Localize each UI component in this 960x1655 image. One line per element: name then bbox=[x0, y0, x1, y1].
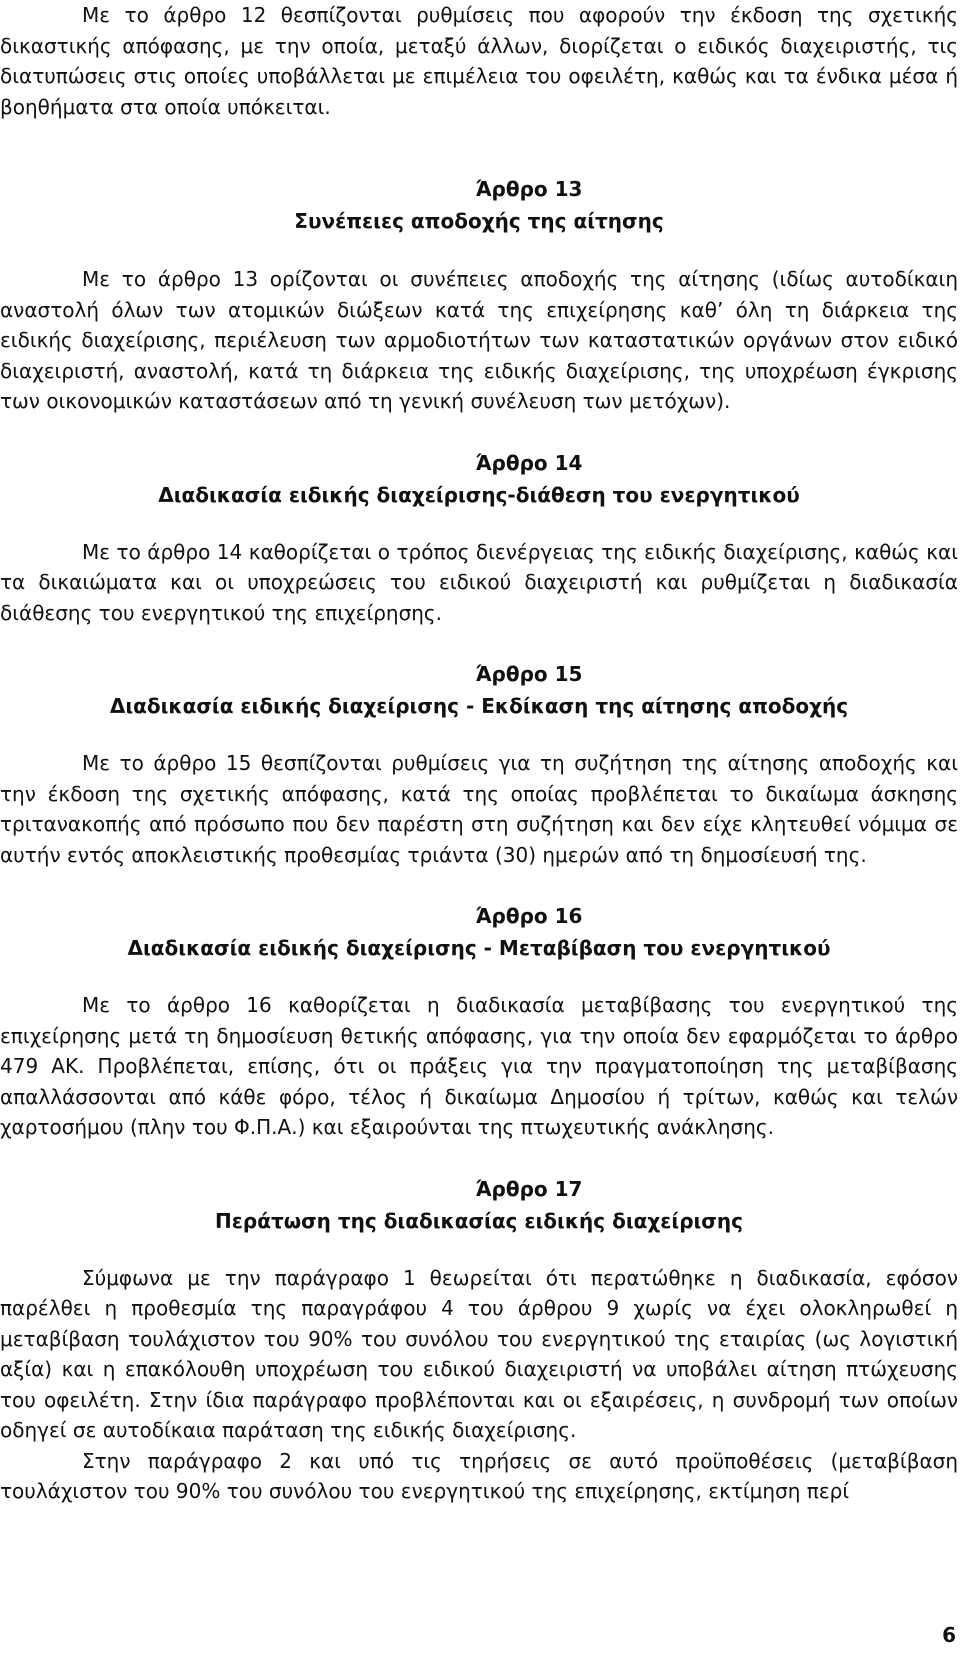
article-14-title: Διαδικασία ειδικής διαχείρισης-διάθεση του ενεργητικού bbox=[158, 482, 800, 507]
paragraph-article-13: Με το άρθρο 13 ορίζονται οι συνέπειες αποδοχής της αίτησης (ιδίως αυτοδίκαιη αναστολή όλων των ατομικών διώξεων κατά της επιχείρησης καθ’ όλη τη διάρκεια της ειδικής διαχείρισης, περιέλευση των αρμοδιοτήτων των καταστατικών οργάνων στον ειδικό διαχειριστή, αναστολή, κατά τη διάρκεια της ειδικής διαχείρισης, της υποχρέωση έγκρισης των οικονομικών καταστάσεων από τη γενική συνέλευση των μετόχων). bbox=[0, 267, 958, 413]
paragraph-article-15: Με το άρθρο 15 θεσπίζονται ρυθμίσεις για τη συζήτηση της αίτησης αποδοχής και την έκδοση της σχετικής απόφασης, κατά της οποίας προβλέπεται το δικαίωμα άσκησης τριτανακοπής από πρόσωπο που δεν παρέστη στη συζήτηση και δεν είχε κλητευθεί νόμιμα σε αυτήν εντός αποκλειστικής προθεσμίας τριάντα (30) ημερών από τη δημοσίευσή της. bbox=[0, 751, 958, 867]
paragraph-article-14: Με το άρθρο 14 καθορίζεται ο τρόπος διενέργειας της ειδικής διαχείρισης, καθώς και τα δικαιώματα και οι υποχρεώσεις του ειδικού διαχειριστή και ρυθμίζεται η διαδικασία διάθεσης του ενεργητικού της επιχείρησης. bbox=[0, 539, 958, 625]
article-13-number: Άρθρο 13 bbox=[475, 177, 583, 201]
article-16-heading bbox=[0, 900, 958, 964]
article-13-heading bbox=[0, 173, 958, 237]
article-15-heading bbox=[0, 658, 958, 722]
article-17-heading bbox=[0, 1173, 958, 1237]
article-16-title: Διαδικασία ειδικής διαχείρισης - Μεταβίβαση του ενεργητικού bbox=[127, 936, 831, 960]
article-15-number: Άρθρο 15 bbox=[475, 662, 583, 686]
paragraph-article-17-1: Σύμφωνα με την παράγραφο 1 θεωρείται ότι περατώθηκε η διαδικασία, εφόσον παρέλθει η προθεσμία της παραγράφου 4 του άρθρου 9 χωρίς να έχει ολοκληρωθεί η μεταβίβαση τουλάχιστον του 90% του συνόλου του ενεργητικού της εταιρίας (ως λογιστική αξία) και η επακόλουθη υποχρέωση του ειδικού διαχειριστή να υποβάλει αίτηση πτώχευσης του οφειλέτη. Στην ίδια παράγραφο προβλέπονται και οι εξαιρέσεις, η συνδρομή των οποίων οδηγεί σε αυτοδίκαια παράταση της ειδικής διαχείρισης. bbox=[0, 1265, 958, 1442]
article-17-number: Άρθρο 17 bbox=[475, 1176, 583, 1201]
paragraph-article-12: Με το άρθρο 12 θεσπίζονται ρυθμίσεις που αφορούν την έκδοση της σχετικής δικαστικής απόφασης, με την οποία, μεταξύ άλλων, διορίζεται ο ειδικός διαχειριστής, τις διατυπώσεις στις οποίες υποβάλλεται με επιμέλεια του οφειλέτη, καθώς και τα ένδικα μέσα ή βοηθήματα στα οποία υπόκειται. bbox=[0, 3, 958, 119]
article-16-number: Άρθρο 16 bbox=[475, 904, 583, 928]
paragraph-article-17-2: Στην παράγραφο 2 και υπό τις τηρήσεις σε αυτό προϋποθέσεις (μεταβίβαση τουλάχιστον του 90% του συνόλου του ενεργητικού της επιχείρησης, εκτίμηση περί bbox=[0, 1448, 958, 1503]
paragraph-article-16: Με το άρθρο 16 καθορίζεται η διαδικασία μεταβίβασης του ενεργητικού της επιχείρησης μετά τη δημοσίευση θετικής απόφασης, για την οποία δεν εφαρμόζεται το άρθρο 479 ΑΚ. Προβλέπεται, επίσης, ότι οι πράξεις για την πραγματοποίηση της μεταβίβασης απαλλάσσονται από κάθε φόρο, τέλος ή δικαίωμα Δημοσίου ή τρίτων, καθώς και τελών χαρτοσήμου (πλην του Φ.Π.Α.) και εξαιρούνται της πτωχευτικής ανάκλησης. bbox=[0, 993, 958, 1139]
article-13-title: Συνέπειες αποδοχής της αίτησης bbox=[294, 209, 664, 233]
article-14-number: Άρθρο 14 bbox=[475, 450, 583, 475]
article-15-title: Διαδικασία ειδικής διαχείρισης - Εκδίκαση της αίτησης αποδοχής bbox=[109, 694, 849, 718]
article-17-title: Περάτωση της διαδικασίας ειδικής διαχείρισης bbox=[215, 1208, 743, 1233]
article-14-heading bbox=[0, 447, 958, 511]
page-number: 6 bbox=[942, 1623, 956, 1647]
